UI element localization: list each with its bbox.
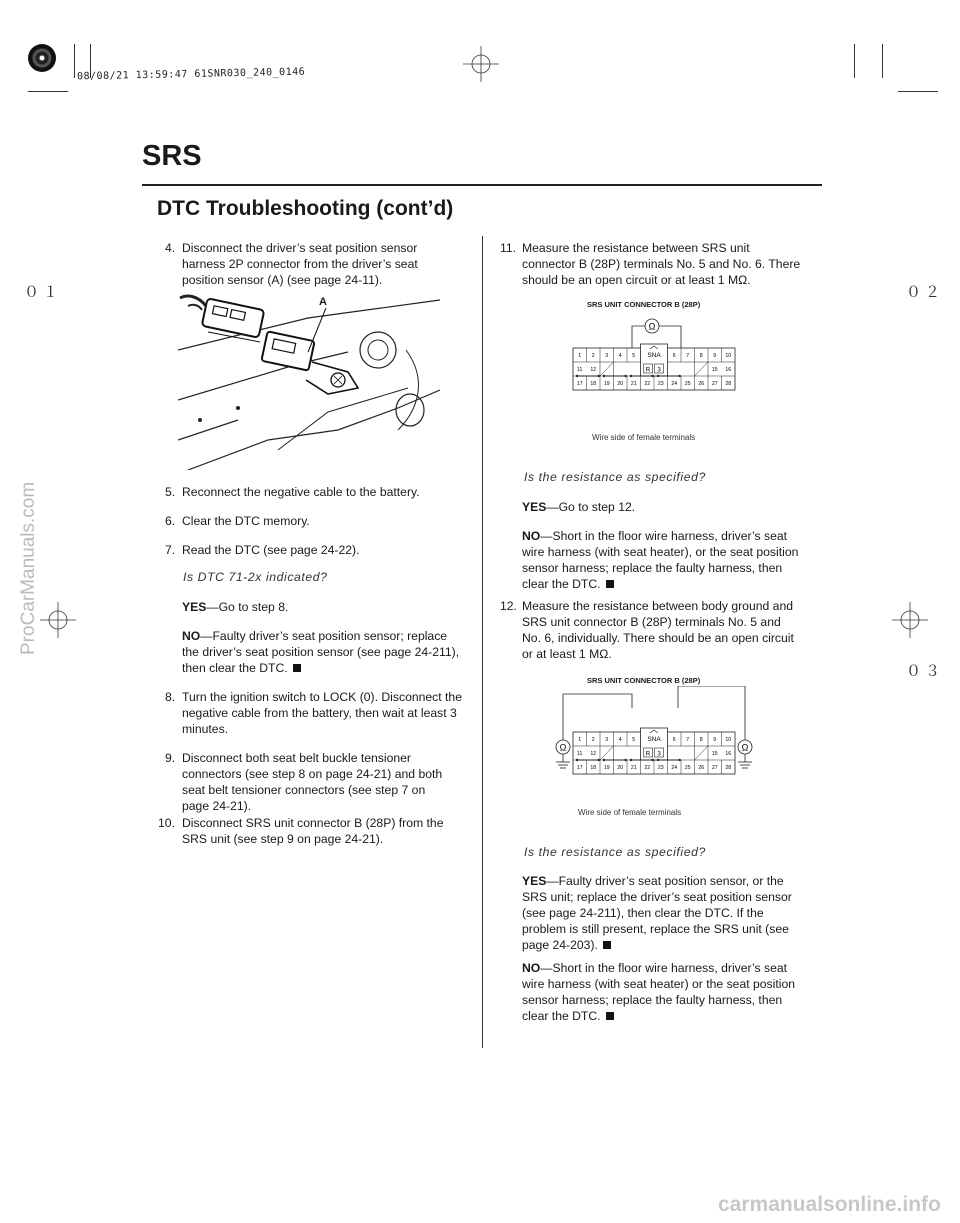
- step-number: 8.: [165, 690, 176, 704]
- terminal-number: 9: [713, 737, 717, 743]
- terminal-number: 7: [686, 737, 690, 743]
- terminal-number: 23: [657, 381, 664, 387]
- end-bullet-icon: [293, 664, 301, 672]
- terminal-number: 26: [698, 381, 705, 387]
- ohm-symbol: Ω: [741, 742, 749, 753]
- terminal-number: 2: [591, 737, 595, 743]
- terminal-number: 18: [590, 381, 597, 387]
- step-number: 10.: [158, 816, 175, 830]
- margin-mark-03: ０３: [906, 664, 945, 681]
- crop-line: [882, 44, 883, 78]
- crop-line: [854, 44, 855, 78]
- r-key-number: 3: [657, 366, 661, 374]
- connector-caption: Wire side of female terminals: [592, 433, 696, 442]
- step-number: 12.: [500, 599, 517, 613]
- terminal-number: 19: [603, 765, 610, 771]
- step-text: Reconnect the negative cable to the battery.: [182, 485, 420, 499]
- terminal-number: 26: [698, 765, 705, 771]
- answer-dash: —: [540, 961, 553, 975]
- answer-text: Short in the floor wire harness, driver’s seat wire harness (with seat heater) or the seat position sensor harness; replace the faulty harness, then clear the DTC.: [522, 961, 795, 1023]
- crop-line: [898, 91, 938, 92]
- no-label: NO: [182, 629, 201, 643]
- terminal-number: 19: [603, 381, 610, 387]
- step-text: Measure the resistance between body ground and SRS unit connector B (28P) terminals No. 5 and No. 6, individually. There should be an open circuit or at least 1 MΩ.: [522, 599, 794, 661]
- terminal-number: 8: [699, 737, 703, 743]
- connector-diagram-2: [545, 686, 765, 796]
- no-label: NO: [522, 529, 541, 543]
- step-text: Read the DTC (see page 24-22).: [182, 543, 360, 557]
- answer-text: Go to step 8.: [218, 600, 289, 614]
- answer-no-3: [522, 960, 807, 1024]
- terminal-number: 22: [644, 765, 651, 771]
- footer-watermark: carmanualsonline.info: [718, 1193, 941, 1216]
- end-bullet-icon: [606, 580, 614, 588]
- terminal-number: 3: [605, 737, 609, 743]
- step-text: Disconnect the driver’s seat position sensor harness 2P connector from the driver’s seat position sensor (A) (see page 24-11).: [182, 241, 418, 287]
- step-text: Disconnect SRS unit connector B (28P) from the SRS unit (see step 9 on page 24-21).: [182, 816, 444, 846]
- connector-title: SRS UNIT CONNECTOR B (28P): [587, 676, 701, 685]
- crosshair-mark-left: [40, 602, 76, 638]
- heading-rule: [142, 184, 822, 186]
- question-resistance-2: Is the resistance as specified?: [524, 845, 706, 859]
- question-resistance-1: Is the resistance as specified?: [524, 470, 706, 484]
- terminal-number: 3: [605, 353, 609, 359]
- no-label: NO: [522, 961, 541, 975]
- terminal-number: 9: [713, 353, 717, 359]
- terminal-number: 22: [644, 381, 651, 387]
- figure-callout-a: A: [319, 296, 327, 308]
- center-key-label: SNA: [647, 736, 661, 743]
- terminal-number: 4: [618, 737, 622, 743]
- terminal-number: 5: [632, 353, 636, 359]
- terminal-number: 4: [618, 353, 622, 359]
- print-timestamp: 08/08/21 13:59:47 61SNR030_240_0146: [76, 66, 306, 83]
- yes-label: YES: [522, 874, 547, 888]
- registration-mark-top-left: [28, 44, 56, 72]
- terminal-number: 21: [630, 381, 637, 387]
- terminal-number: 10: [725, 737, 732, 743]
- connector-caption: Wire side of female terminals: [578, 808, 682, 817]
- step-text: Disconnect both seat belt buckle tensioner connectors (see step 8 on page 24-21) and both seat belt tensioner connectors (see step 7 on page 24-21).: [182, 751, 443, 813]
- crosshair-mark-top: [463, 46, 499, 82]
- answer-yes-2: [522, 499, 807, 515]
- yes-label: YES: [182, 600, 207, 614]
- r-key-number: 3: [657, 750, 661, 758]
- terminal-number: 24: [671, 765, 678, 771]
- answer-dash: —: [546, 500, 559, 514]
- answer-text: Short in the floor wire harness, driver’s seat wire harness (with seat heater), or the seat position sensor harness; replace the faulty harness, then clear the DTC.: [522, 529, 799, 591]
- answer-dash: —: [546, 874, 559, 888]
- terminal-number: 20: [617, 765, 624, 771]
- terminal-number: 18: [590, 765, 597, 771]
- answer-dash: —: [540, 529, 553, 543]
- crop-line: [74, 44, 75, 78]
- terminal-number: 8: [699, 353, 703, 359]
- step-text: Clear the DTC memory.: [182, 514, 310, 528]
- terminal-number: 16: [725, 367, 732, 373]
- terminal-number: 2: [591, 353, 595, 359]
- terminal-number: 20: [617, 381, 624, 387]
- terminal-number: 7: [686, 353, 690, 359]
- crosshair-mark-right: [892, 602, 928, 638]
- answer-dash: —: [206, 600, 219, 614]
- step-number: 6.: [165, 514, 176, 528]
- section-heading: SRS: [142, 140, 202, 172]
- terminal-number: 12: [590, 751, 597, 757]
- step-number: 9.: [165, 751, 176, 765]
- terminal-number: 23: [657, 765, 664, 771]
- terminal-number: 21: [630, 765, 637, 771]
- step-number: 5.: [165, 485, 176, 499]
- answer-no-1: [182, 628, 467, 676]
- terminal-number: 25: [684, 765, 691, 771]
- seat-position-sensor-illustration: [178, 290, 440, 470]
- terminal-number: 28: [725, 765, 732, 771]
- step-number: 7.: [165, 543, 176, 557]
- answer-no-2: [522, 528, 807, 592]
- terminal-number: 16: [725, 751, 732, 757]
- terminal-number: 27: [711, 765, 718, 771]
- answer-text: Faulty driver’s seat position sensor; replace the driver’s seat position sensor (see page 24-211), then clear the DTC.: [182, 629, 460, 675]
- terminal-number: 11: [577, 367, 583, 373]
- ohm-symbol: Ω: [648, 321, 656, 332]
- r-key-label: R: [645, 366, 651, 374]
- terminal-number: 10: [725, 353, 732, 359]
- connector-diagram-1: [565, 312, 745, 412]
- answer-yes-1: [182, 599, 467, 615]
- ohm-symbol: Ω: [559, 742, 567, 753]
- center-key-label: SNA: [647, 352, 661, 359]
- page-title: DTC Troubleshooting (cont’d): [157, 197, 454, 220]
- column-divider: [482, 236, 483, 1048]
- end-bullet-icon: [603, 941, 611, 949]
- terminal-number: 11: [577, 751, 583, 757]
- terminal-number: 15: [711, 751, 718, 757]
- terminal-number: 5: [632, 737, 636, 743]
- terminal-number: 25: [684, 381, 691, 387]
- crop-line: [28, 91, 68, 92]
- answer-text: Faulty driver’s seat position sensor, or the SRS unit; replace the driver’s seat position sensor (see page 24-211), then clear the DTC. If the problem is still present, replace the SRS unit (see page 24-203).: [522, 874, 792, 952]
- end-bullet-icon: [606, 1012, 614, 1020]
- step-text: Turn the ignition switch to LOCK (0). Disconnect the negative cable from the battery, then wait at least 3 minutes.: [182, 690, 462, 736]
- terminal-number: 15: [711, 367, 718, 373]
- terminal-number: 24: [671, 381, 678, 387]
- terminal-number: 28: [725, 381, 732, 387]
- terminal-number: 12: [590, 367, 597, 373]
- margin-mark-02: ０２: [906, 285, 945, 302]
- terminal-number: 27: [711, 381, 718, 387]
- answer-yes-3: [522, 873, 807, 953]
- terminal-number: 6: [672, 737, 676, 743]
- margin-mark-01: ０１: [24, 285, 63, 302]
- terminal-number: 17: [576, 381, 583, 387]
- terminal-number: 1: [578, 353, 582, 359]
- step-number: 4.: [165, 241, 176, 255]
- side-watermark: ProCarManuals.com: [18, 481, 39, 655]
- step-text: Measure the resistance between SRS unit connector B (28P) terminals No. 5 and No. 6. There should be an open circuit or at least 1 MΩ.: [522, 241, 801, 287]
- r-key-label: R: [645, 750, 651, 758]
- yes-label: YES: [522, 500, 547, 514]
- question-dtc: Is DTC 71-2x indicated?: [183, 570, 328, 584]
- answer-text: Go to step 12.: [558, 500, 636, 514]
- step-number: 11.: [500, 241, 517, 255]
- terminal-number: 17: [576, 765, 583, 771]
- answer-dash: —: [200, 629, 213, 643]
- connector-title: SRS UNIT CONNECTOR B (28P): [587, 300, 701, 309]
- terminal-number: 6: [672, 353, 676, 359]
- terminal-number: 1: [578, 737, 582, 743]
